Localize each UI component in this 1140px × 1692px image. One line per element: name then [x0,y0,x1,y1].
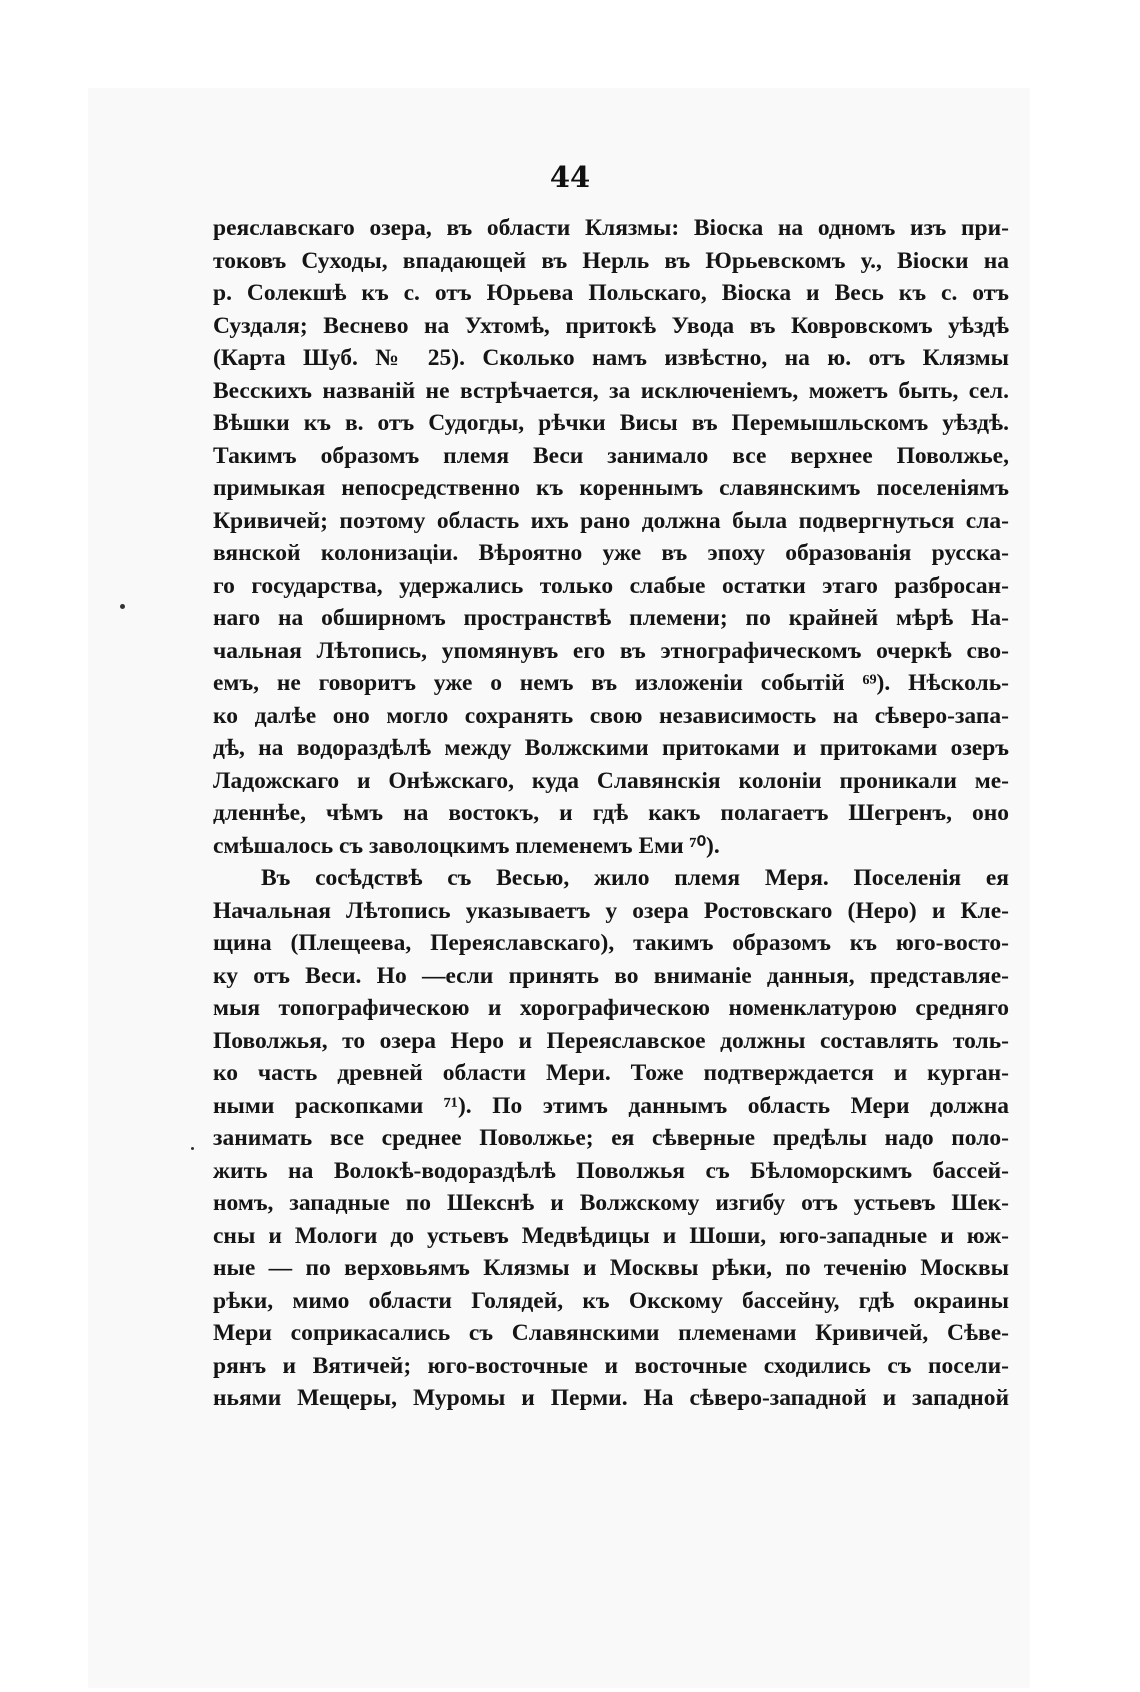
text-line: Начальная Лѣтопись указываетъ у озера Ростовскаго (Неро) и Кле- [213,897,1009,924]
text-line: ньями Мещеры, Муромы и Перми. На сѣверо-западной и западной [213,1385,1009,1411]
text-line: Поволжья, то озера Неро и Переяславское должны составлять толь- [213,1027,1009,1054]
text-line: занимать все среднее Поволжье; ея сѣверные предѣлы надо поло- [213,1125,1009,1151]
text-line: мыя топографическою и хорографическою номенклатурою средняго [213,995,1009,1021]
text-line: емъ, не говоритъ уже о немъ въ изложеніи событій ⁶⁹). Нѣсколь- [213,670,1009,696]
text-line: ными раскопками ⁷¹). По этимъ даннымъ область Мери должна [213,1092,1009,1119]
text-line: Такимъ образомъ племя Веси занимало все верхнее Поволжье, [213,442,1009,469]
text-line: Кривичей; поэтому область ихъ рано должна была подвергнуться сла- [213,507,1009,534]
text-line: вянской колонизаціи. Вѣроятно уже въ эпоху образованія русска- [213,540,1009,566]
text-line: токовъ Суходы, впадающей въ Нерль въ Юрьевскомъ у., Віоски на [213,247,1009,274]
text-line: ко часть древней области Мери. Тоже подтверждается и курган- [213,1060,1009,1086]
text-line: ко далѣе оно могло сохранять свою независимость на сѣверо-запа- [213,702,1009,729]
text-line: рѣки, мимо области Голядей, къ Окскому бассейну, гдѣ окраины [213,1287,1009,1314]
text-line: наго на обширномъ пространствѣ племени; по крайней мѣрѣ На- [213,605,1009,631]
text-line: ные — по верховьямъ Клязмы и Москвы рѣки, по теченію Москвы [213,1255,1009,1281]
text-line: реяславскаго озера, въ области Клязмы: Віоска на одномъ изъ при- [213,215,1009,241]
text-line: Вѣшки къ в. отъ Судогды, рѣчки Висы въ Перемышльскомъ уѣздѣ. [213,410,1009,436]
text-line: номъ, западные по Шекснѣ и Волжскому изгибу отъ устьевъ Шек- [213,1190,1009,1216]
text-line: примыкая непосредственно къ кореннымъ славянскимъ поселеніямъ [213,475,1009,501]
text-line: смѣшалось съ заволоцкимъ племенемъ Еми ⁷⁰). [213,832,720,859]
text-line: дленнѣе, чѣмъ на востокъ, и гдѣ какъ полагаетъ Шегренъ, оно [213,800,1009,826]
text-line: го государства, удержались только слабые остатки этаго разбросан- [213,572,1009,599]
margin-speck [191,1147,194,1150]
text-line: сны и Мологи до устьевъ Медвѣдицы и Шоши, юго-западные и юж- [213,1222,1009,1249]
body-text [213,212,1009,1415]
text-line: Мери соприкасались съ Славянскими племенами Кривичей, Сѣве- [213,1320,1009,1346]
text-line: Въ сосѣдствѣ съ Весью, жило племя Меря. Поселенія ея [261,865,1009,891]
text-line: Весскихъ названій не встрѣчается, за исключеніемъ, можетъ быть, сел. [213,377,1009,404]
text-line: ку отъ Веси. Но —если принять во вниманіе данныя, представляе- [213,962,1009,989]
text-line: Суздаля; Весневο на Ухтомѣ, притокѣ Увода въ Ковровскомъ уѣздѣ [213,312,1009,339]
page-number: 44 [549,160,591,194]
text-line: р. Солекшѣ къ с. отъ Юрьева Польскаго, Віоска и Весь къ с. отъ [213,280,1009,306]
text-line: щина (Плещеева, Переяславскаго), такимъ образомъ къ юго-восто- [213,930,1009,956]
margin-speck [120,604,125,609]
text-line: рянъ и Вятичей; юго-восточные и восточные сходились съ посели- [213,1352,1009,1379]
text-line: чальная Лѣтопись, упомянувъ его въ этнографическомъ очеркѣ сво- [213,637,1009,664]
text-line: Ладожскаго и Онѣжскаго, куда Славянскія колоніи проникали ме- [213,767,1009,794]
text-line: дѣ, на водораздѣлѣ между Волжскими притоками и притоками озеръ [213,735,1009,761]
text-line: (Карта Шуб. № 25). Сколько намъ извѣстно, на ю. отъ Клязмы [213,345,1009,371]
text-line: жить на Волокѣ-водораздѣлѣ Поволжья съ Бѣломорскимъ бассей- [213,1157,1009,1184]
